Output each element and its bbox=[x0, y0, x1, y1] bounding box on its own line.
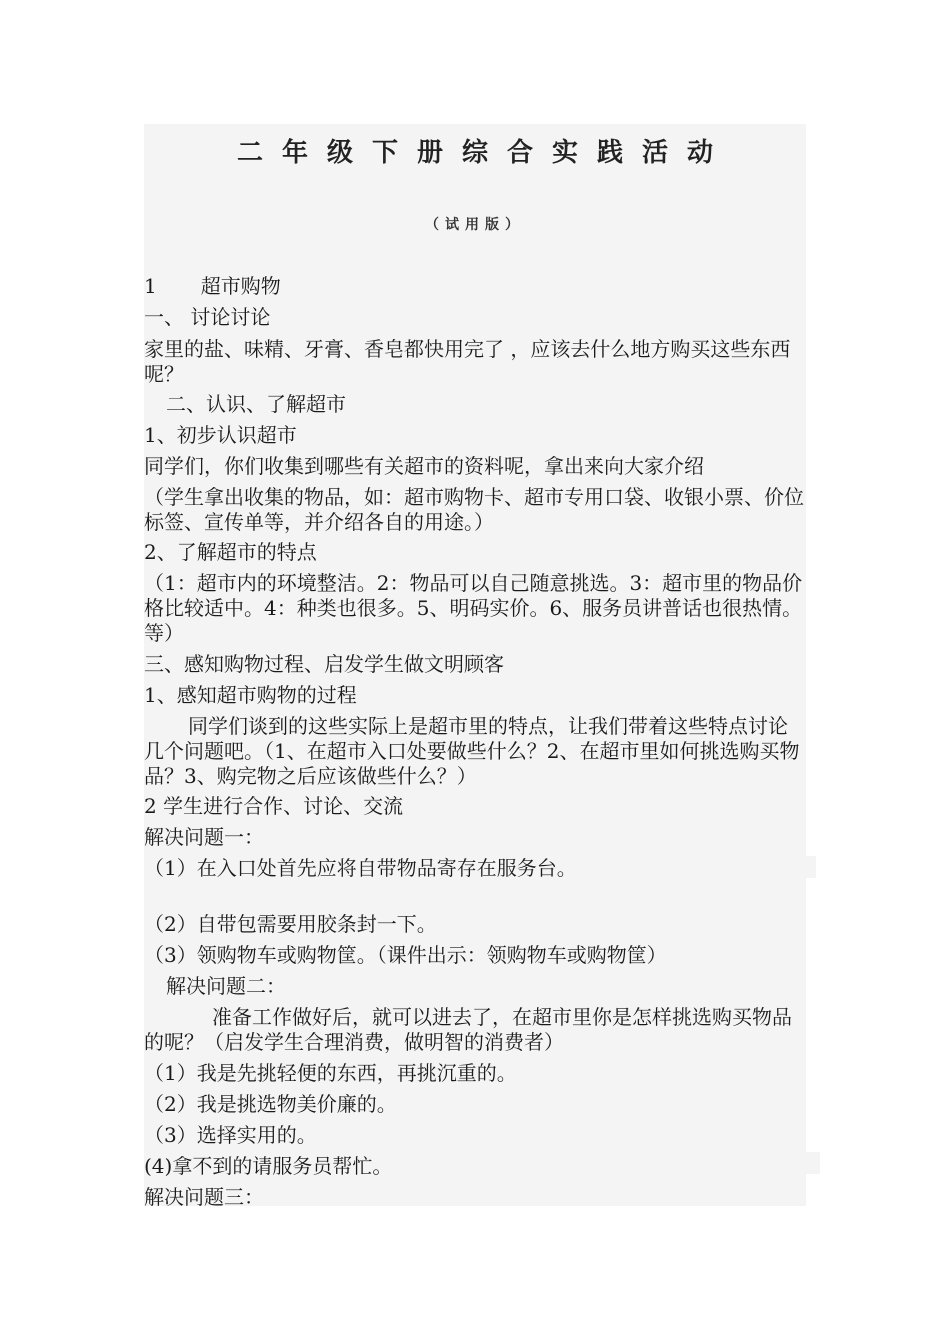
section-3-2-heading: 2 学生进行合作、讨论、交流 bbox=[144, 794, 404, 818]
section-1-heading: 一、 讨论讨论 bbox=[144, 305, 271, 329]
question-1-answer-1: （1）在入口处首先应将自带物品寄存在服务台。 bbox=[144, 856, 577, 880]
question-2-answer-4: (4)拿不到的请服务员帮忙。 bbox=[144, 1154, 393, 1178]
section-3-1-heading: 1、感知超市购物的过程 bbox=[144, 683, 357, 707]
question-3-heading: 解决问题三： bbox=[144, 1185, 264, 1209]
section-2-2-body: （1：超市内的环境整洁。2：物品可以自己随意挑选。3：超市里的物品价格比较适中。4：种类也很多。5、明码实价。6、服务员讲普话也很热情。等） bbox=[144, 571, 803, 645]
question-2-heading: 解决问题二： bbox=[166, 974, 286, 998]
document-page bbox=[144, 124, 806, 1209]
section-2-heading: 二、认识、了解超市 bbox=[166, 392, 346, 416]
lesson-title: 超市购物 bbox=[200, 274, 281, 298]
document-title: 二年级下册综合实践活动 bbox=[236, 138, 732, 168]
question-1-heading: 解决问题一： bbox=[144, 825, 264, 849]
background-strip bbox=[806, 1152, 820, 1174]
lesson-number: 1 bbox=[144, 274, 157, 298]
question-2-answer-1: （1）我是先挑轻便的东西，再挑沉重的。 bbox=[144, 1061, 517, 1085]
question-2-body: 准备工作做好后，就可以进去了，在超市里你是怎样挑选购买物品的呢？（启发学生合理消费，做明智的消费者） bbox=[144, 1005, 792, 1054]
section-1-body: 家里的盐、味精、牙膏、香皂都快用完了 ，应该去什么地方购买这些东西呢？ bbox=[144, 337, 791, 386]
section-3-1-body: 同学们谈到的这些实际上是超市里的特点，让我们带着这些特点讨论几个问题吧。（1、在超市入口处要做些什么？2、在超市里如何挑选购买物品？3、购完物之后应该做些什么？） bbox=[144, 714, 800, 788]
section-2-1-body: 同学们，你们收集到哪些有关超市的资料呢，拿出来向大家介绍 bbox=[144, 454, 704, 478]
section-2-1-heading: 1、初步认识超市 bbox=[144, 423, 297, 447]
question-2-answer-2: （2）我是挑选物美价廉的。 bbox=[144, 1092, 397, 1116]
question-2-answer-3: （3）选择实用的。 bbox=[144, 1123, 317, 1147]
section-2-2-heading: 2、了解超市的特点 bbox=[144, 540, 317, 564]
question-1-answer-3: （3）领购物车或购物筐。（课件出示：领购物车或购物筐） bbox=[144, 943, 667, 967]
question-1-answer-2: （2）自带包需要用胶条封一下。 bbox=[144, 912, 437, 936]
document-subtitle: （试用版） bbox=[425, 217, 525, 233]
section-3-heading: 三、感知购物过程、启发学生做文明顾客 bbox=[144, 652, 504, 676]
lesson-heading bbox=[144, 274, 806, 299]
background-strip bbox=[806, 856, 816, 878]
section-2-1-note: （学生拿出收集的物品，如：超市购物卡、超市专用口袋、收银小票、价位标签、宣传单等，并介绍各自的用途。） bbox=[144, 485, 804, 534]
